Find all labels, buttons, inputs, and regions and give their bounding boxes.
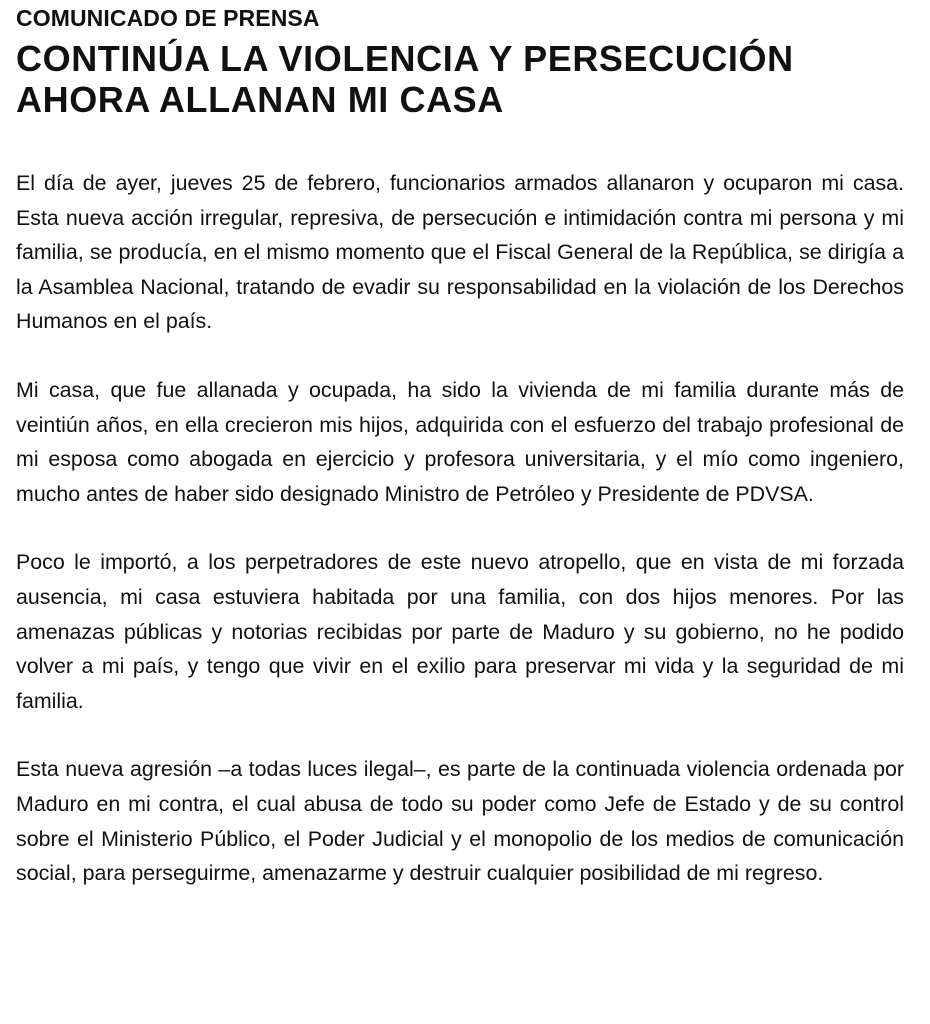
headline-line-2: AHORA ALLANAN MI CASA [16,79,504,120]
press-release-document [16,0,904,925]
paragraph-1: El día de ayer, jueves 25 de febrero, funcionarios armados allanaron y ocuparon mi casa. Esta nueva acción irregular, represiva, de persecución e intimidación contra mi persona y mi familia, se producía, en el mismo momento que el Fiscal General de la República, se dirigía a la Asamblea Nacional, tratando de evadir su responsabilidad en la violación de los Derechos Humanos en el país. [16,171,904,334]
paragraph-2: Mi casa, que fue allanada y ocupada, ha sido la vivienda de mi familia durante más de veintiún años, en ella crecieron mis hijos, adquirida con el esfuerzo del trabajo profesional de mi esposa como abogada en ejercicio y profesora universitaria, y el mío como ingeniero, mucho antes de haber sido designado Ministro de Petróleo y Presidente de PDVSA. [16,377,904,506]
paragraph-3: Poco le importó, a los perpetradores de este nuevo atropello, que en vista de mi forzada ausencia, mi casa estuviera habitada por una familia, con dos hijos menores. Por las amenazas públicas y notorias recibidas por parte de Maduro y su gobierno, no he podido volver a mi país, y tengo que vivir en el exilio para preservar mi vida y la seguridad de mi familia. [16,550,904,713]
paragraph-4: Esta nueva agresión –a todas luces ilegal–, es parte de la continuada violencia ordenada por Maduro en mi contra, el cual abusa de todo su poder como Jefe de Estado y de su control sobre el Ministerio Público, el Poder Judicial y el monopolio de los medios de comunicación social, para perseguirme, amenazarme y destruir cualquier posibilidad de mi regreso. [16,757,904,886]
headline-line-1: CONTINÚA LA VIOLENCIA Y PERSECUCIÓN [16,38,794,79]
headline [16,38,904,120]
press-release-body [16,166,904,891]
press-release-label: COMUNICADO DE PRENSA [16,5,320,31]
